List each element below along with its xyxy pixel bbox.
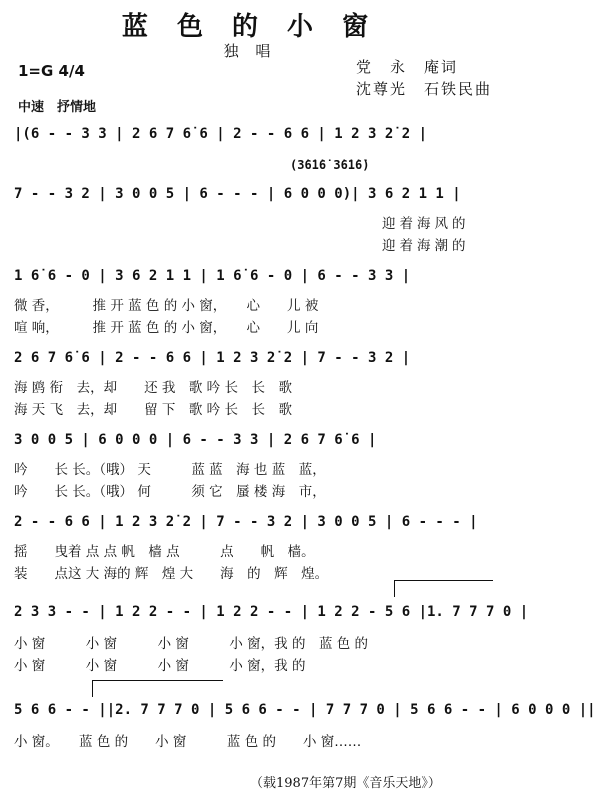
notation-line-6: 2 - - 6 6 | 1 2 3 2̇ 2 | 7 - - 3 2 | 3 0 0 5 | 6 - - - | [14, 514, 478, 530]
lyric-line-2a: 迎着海风的 [382, 216, 470, 232]
lyric-line-8: 小 窗。 蓝 色 的 小 窗 蓝 色 的 小 窗…… [14, 734, 362, 750]
lyric-line-4a: 海 鸥 衔 去，却 还 我 歌 吟 长 长 歌 [14, 380, 292, 396]
notation-line-8: 5 6 6 - - ||2. 7 7 7 0 | 5 6 6 - - | 7 7 7 0 | 5 6 6 - - | 6 0 0 0 || [14, 702, 596, 718]
notation-line-4: 2 6 7 6̇ 6 | 2 - - 6 6 | 1 2 3 2̇ 2 | 7 - - 3 2 | [14, 350, 411, 366]
lyric-line-2b: 迎着海潮的 [382, 238, 470, 254]
notation-line-2: 7 - - 3 2 | 3 0 0 5 | 6 - - - | 6 0 0 0)| 3 6 2 1 1 | [14, 186, 461, 202]
lyric-line-5a: 吟 长 长。（哦） 天 蓝 蓝 海 也 蓝 蓝， [14, 462, 326, 478]
second-ending-bracket [92, 680, 223, 697]
lyric-line-7a: 小 窗 小 窗 小 窗 小 窗，我 的 蓝 色 的 [14, 636, 369, 652]
tempo-marking: 中速 抒情地 [18, 100, 97, 115]
lyric-line-7b: 小 窗 小 窗 小 窗 小 窗，我 的 [14, 658, 306, 674]
lyric-line-6b: 装 点这 大 海的 辉 煌 大 海 的 辉 煌。 [14, 566, 329, 582]
lyric-line-6a: 摇 曳着 点 点 帆 樯 点 点 帆 樯。 [14, 544, 315, 560]
song-title: 蓝 色 的 小 窗 [121, 12, 379, 42]
composer-credit: 沈尊光 石铁民曲 [356, 80, 493, 98]
lyric-line-5b: 吟 长 长。（哦） 何 须 它 蜃 楼 海 市， [14, 484, 326, 500]
lyric-line-3a: 微 香， 推 开 蓝 色 的 小 窗， 心 儿 被 [14, 298, 319, 314]
notation-line-7: 2 3 3 - - | 1 2 2 - - | 1 2 2 - - | 1 2 2 - 5 6 |1. 7 7 7 0 | [14, 604, 529, 620]
lyric-line-4b: 海 天 飞 去，却 留 下 歌 吟 长 长 歌 [14, 402, 292, 418]
notation-line-1: |(6 - - 3 3 | 2 6 7 6̇ 6 | 2 - - 6 6 | 1 2 3 2̇ 2 | [14, 126, 428, 142]
first-ending-bracket [394, 580, 493, 597]
source-citation: （载1987年第7期《音乐天地》） [250, 776, 441, 791]
key-signature: 1=G 4/4 [18, 62, 85, 80]
lyric-line-3b: 喧 响， 推 开 蓝 色 的 小 窗， 心 儿 向 [14, 320, 319, 336]
song-subtitle: 独 唱 [223, 42, 277, 60]
ornament-figure: (3̇6̇1̇6̇ 3̇6̇1̇6̇) [290, 158, 370, 172]
notation-line-5: 3 0 0 5 | 6 0 0 0 | 6 - - 3 3 | 2 6 7 6̇ 6 | [14, 432, 377, 448]
lyricist-credit: 党 永 庵词 [356, 58, 459, 76]
notation-line-3: 1 6̇ 6 - 0 | 3 6 2 1 1 | 1 6̇ 6 - 0 | 6 - - 3 3 | [14, 268, 411, 284]
